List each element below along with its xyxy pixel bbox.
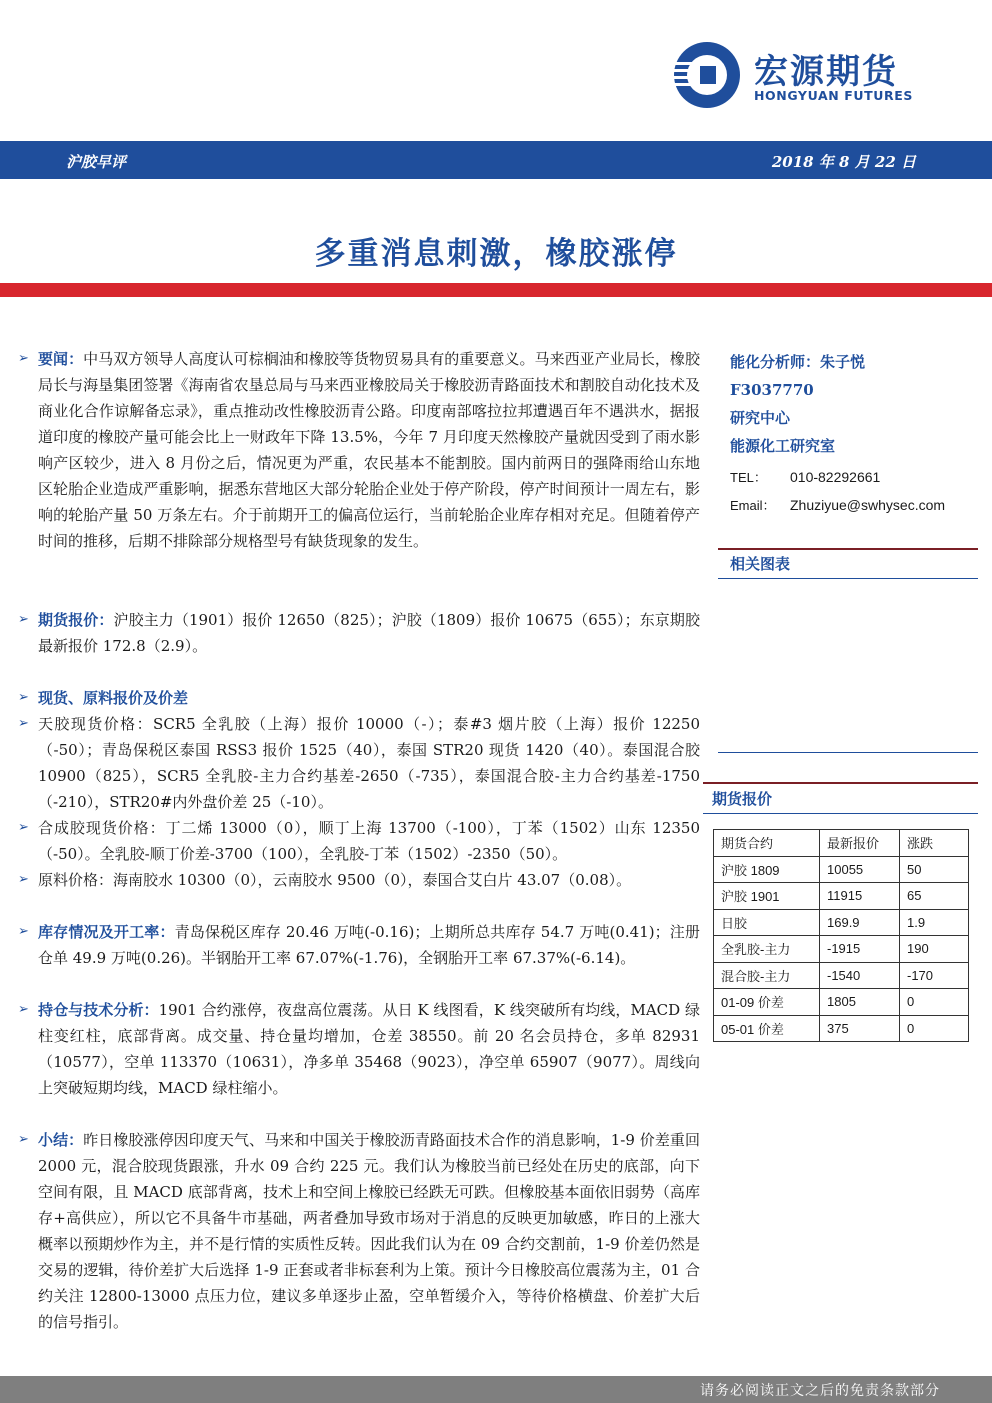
cell-contract: 沪胶 1809 [714, 856, 820, 883]
hongyuan-logo-icon [672, 40, 742, 110]
spot-item-natural: 天胶现货价格：SCR5 全乳胶（上海）报价 10000（-）；泰#3 烟片胶（上海）报价 12250（-50）；青岛保税区泰国 RSS3 报价 1525（40），泰国 STR20 现货 1420（40）。泰国混合胶 10900（825），SCR5 全乳胶-主力合约基差-2650（-735），泰国混合胶-主力合约基差-1750（-210），STR20#内外盘价差 25（-10）。 [38, 715, 700, 811]
sub-department: 能源化工研究室 [730, 437, 836, 455]
title-divider [0, 283, 992, 297]
futures-text: 沪胶主力（1901）报价 12650（825）；沪胶（1809）报价 10675（655）；东京期胶最新报价 172.8（2.9）。 [38, 611, 700, 655]
cell-price: 169.9 [820, 909, 900, 936]
table-row [714, 909, 969, 936]
news-section [18, 346, 700, 554]
table-header-row [714, 830, 969, 857]
bullet-arrow-icon: ➢ [18, 351, 29, 366]
table-row [714, 989, 969, 1016]
futures-price-table [713, 829, 969, 1042]
bullet-arrow-icon: ➢ [18, 872, 29, 887]
cell-change: -170 [900, 962, 969, 989]
cell-change: 1.9 [900, 909, 969, 936]
table-row [714, 883, 969, 910]
summary-section [18, 1127, 700, 1335]
cell-contract: 日胶 [714, 909, 820, 936]
position-text: 1901 合约涨停，夜盘高位震荡。从日 K 线图看，K 线突破所有均线，MACD 绿柱变红柱，底部背离。成交量、持仓量均增加，仓差 38550。前 20 名会员持仓，多单 82931（10577），空单 113370（10631），净多单 35468（9023），净空单 65907（9077）。周线向上突破短期均线，MACD 绿柱缩小。 [38, 1001, 700, 1097]
contact-email [730, 495, 945, 514]
footer-disclaimer: 请务必阅读正文之后的免责条款部分 [700, 1383, 940, 1399]
table-row [714, 962, 969, 989]
logo-text-cn: 宏源期货 [754, 52, 898, 92]
bullet-arrow-icon: ➢ [18, 1132, 29, 1147]
futures-quote-rule [718, 752, 978, 753]
cell-price: -1915 [820, 936, 900, 963]
cell-change: 190 [900, 936, 969, 963]
contact-tel [730, 467, 880, 486]
cell-contract: 05-01 价差 [714, 1015, 820, 1042]
col-latest-price: 最新报价 [820, 830, 900, 857]
col-change: 涨跌 [900, 830, 969, 857]
cell-price: -1540 [820, 962, 900, 989]
spot-label: 现货、原料报价及价差 [38, 689, 189, 707]
futures-quote-heading: 期货报价 [712, 790, 773, 808]
table-row [714, 1015, 969, 1042]
cell-change: 65 [900, 883, 969, 910]
spot-section [18, 685, 700, 893]
futures-section [18, 607, 700, 659]
bullet-arrow-icon: ➢ [18, 690, 29, 705]
bullet-arrow-icon: ➢ [18, 716, 29, 731]
news-label: 要闻： [38, 350, 84, 368]
related-charts-rule [718, 548, 978, 550]
col-contract: 期货合约 [714, 830, 820, 857]
news-text: 中马双方领导人高度认可棕榈油和橡胶等货物贸易具有的重要意义。马来西亚产业局长，橡胶局长与海垦集团签署《海南省农垦总局与马来西亚橡胶局关于橡胶沥青路面技术和割胶自动化技术及商业化合作谅解备忘录》，重点推动改性橡胶沥青公路。印度南部喀拉拉邦遭遇百年不遇洪水，据报道印度的橡胶产量可能会比上一财政年下降 13.5%，今年 7 月印度天然橡胶产量就因受到了雨水影响产区较少，进入 8 月份之后，情况更为严重，农民基本不能割胶。国内前两日的强降雨给山东地区轮胎企业造成严重影响，据悉东营地区大部分轮胎企业处于停产阶段，停产时间预计一周左右，影响的轮胎产量 50 万条左右。介于前期开工的偏高位运行，当前轮胎企业库存相对充足。但随着停产时间的推移，后期不排除部分规格型号有缺货现象的发生。 [38, 350, 700, 550]
futures-quote-underline [703, 813, 978, 814]
report-type: 沪胶早评 [66, 153, 127, 171]
logo-text-en: HONGYUAN FUTURES [754, 88, 913, 103]
report-title: 多重消息刺激，橡胶涨停 [314, 236, 678, 272]
email-label: Email： [730, 498, 776, 513]
related-charts-underline [718, 578, 978, 579]
inventory-label: 库存情况及开工率： [38, 923, 175, 941]
summary-label: 小结： [38, 1131, 84, 1149]
futures-quote-top-rule [703, 782, 978, 784]
email-value[interactable]: Zhuziyue@swhysec.com [790, 497, 946, 513]
bullet-arrow-icon: ➢ [18, 924, 29, 939]
table-row [714, 856, 969, 883]
analyst-license: F3037770 [730, 381, 814, 399]
tel-value: 010-82292661 [790, 469, 881, 485]
cell-price: 375 [820, 1015, 900, 1042]
analyst-name: 能化分析师：朱子悦 [730, 353, 866, 371]
cell-price: 1805 [820, 989, 900, 1016]
inventory-text: 青岛保税区库存 20.46 万吨(-0.16)；上期所总共库存 54.7 万吨(0.41)；注册仓单 49.9 万吨(0.26)。半钢胎开工率 67.07%(-1.76)，全钢胎开工率 67.37%(-6.14)。 [38, 923, 700, 967]
cell-change: 50 [900, 856, 969, 883]
related-charts-heading: 相关图表 [730, 555, 791, 573]
spot-item-raw: 原料价格：海南胶水 10300（0），云南胶水 9500（0），泰国合艾白片 43.07（0.08）。 [38, 871, 632, 889]
position-label: 持仓与技术分析： [38, 1001, 159, 1019]
bullet-arrow-icon: ➢ [18, 612, 29, 627]
spot-item-synthetic: 合成胶现货价格：丁二烯 13000（0），顺丁上海 13700（-100），丁苯（1502）山东 12350（-50）。全乳胶-顺丁价差-3700（100），全乳胶-丁苯（1502）-2350（50）。 [38, 819, 700, 863]
cell-contract: 01-09 价差 [714, 989, 820, 1016]
cell-price: 11915 [820, 883, 900, 910]
cell-change: 0 [900, 989, 969, 1016]
tel-label: TEL： [730, 470, 767, 485]
cell-change: 0 [900, 1015, 969, 1042]
bullet-arrow-icon: ➢ [18, 820, 29, 835]
inventory-section [18, 919, 700, 971]
cell-price: 10055 [820, 856, 900, 883]
department: 研究中心 [730, 409, 791, 427]
cell-contract: 沪胶 1901 [714, 883, 820, 910]
report-date: 2018 年 8 月 22 日 [771, 153, 916, 171]
cell-contract: 混合胶-主力 [714, 962, 820, 989]
cell-contract: 全乳胶-主力 [714, 936, 820, 963]
bullet-arrow-icon: ➢ [18, 1002, 29, 1017]
summary-text: 昨日橡胶涨停因印度天气、马来和中国关于橡胶沥青路面技术合作的消息影响，1-9 价差重回 2000 元，混合胶现货跟涨，升水 09 合约 225 元。我们认为橡胶当前已经处在历史的底部，向下空间有限，且 MACD 底部背离，技术上和空间上橡胶已经跌无可跌。但橡胶基本面依旧弱势（高库存+高供应），所以它不具备牛市基础，两者叠加导致市场对于消息的反映更加敏感，昨日的上涨大概率以预期炒作为主，并不是行情的实质性反转。因此我们认为在 09 合约交割前，1-9 价差仍然是交易的逻辑，待价差扩大后选择 1-9 正套或者非标套利为上策。预计今日橡胶高位震荡为主，01 合约关注 12800-13000 点压力位，建议多单逐步止盈，空单暂缓介入，等待价格横盘、价差扩大后的信号指引。 [38, 1131, 700, 1331]
position-section [18, 997, 700, 1101]
table-row [714, 936, 969, 963]
analyst-info [730, 348, 980, 460]
futures-label: 期货报价： [38, 611, 114, 629]
